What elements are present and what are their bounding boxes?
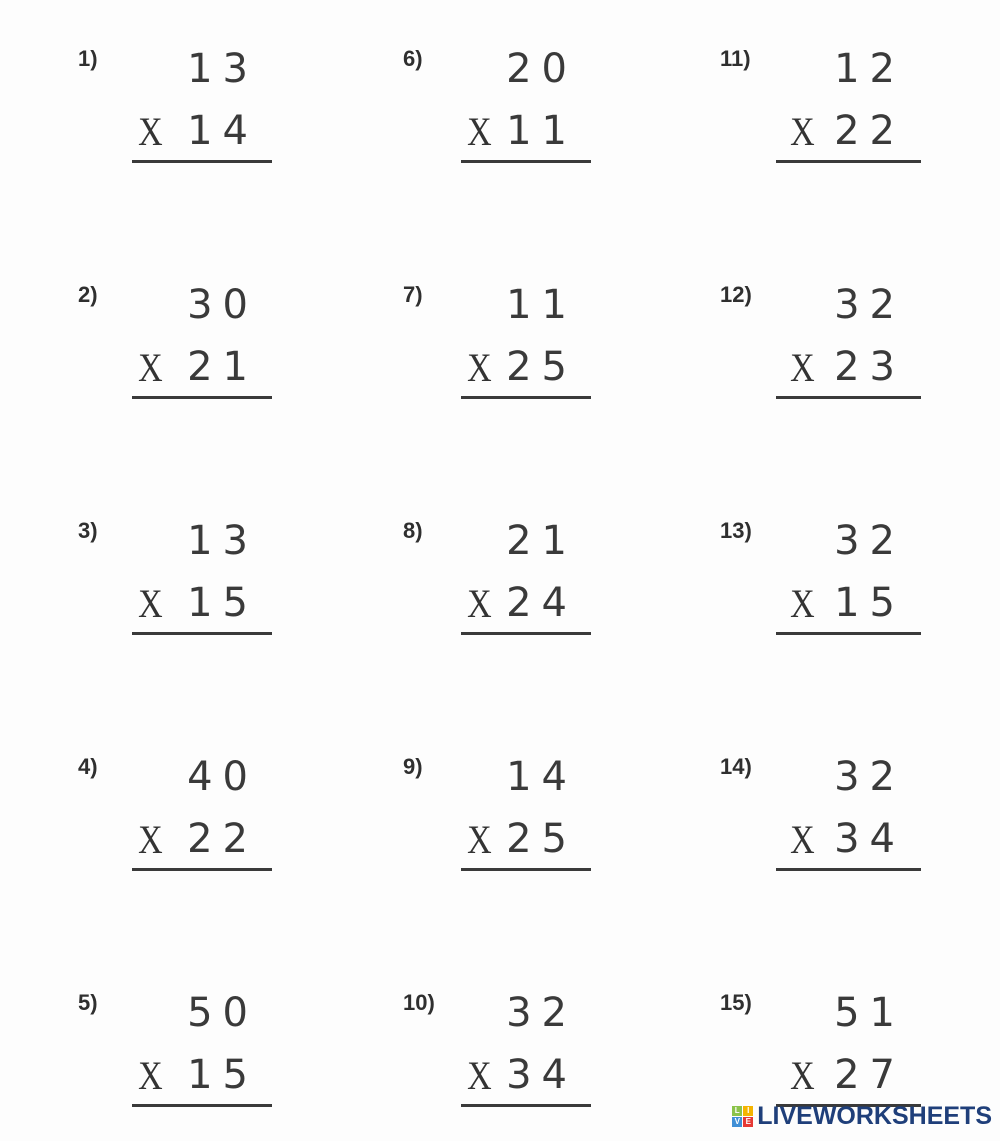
answer-line bbox=[776, 396, 921, 399]
multiplier: 11 bbox=[506, 108, 577, 154]
answer-line bbox=[461, 160, 591, 163]
multiply-sign: X bbox=[138, 581, 163, 626]
problem-11 bbox=[712, 44, 942, 174]
multiplier: 27 bbox=[834, 1052, 905, 1098]
multiplicand: 11 bbox=[506, 282, 577, 328]
multiplier: 34 bbox=[506, 1052, 577, 1098]
multiplicand: 51 bbox=[834, 990, 905, 1036]
answer-line bbox=[461, 868, 591, 871]
multiply-sign: X bbox=[467, 817, 492, 862]
answer-line bbox=[132, 160, 272, 163]
problem-number: 12) bbox=[720, 282, 752, 307]
multiplicand: 21 bbox=[506, 518, 577, 564]
answer-line bbox=[776, 160, 921, 163]
multiply-sign: X bbox=[790, 581, 815, 626]
problem-1 bbox=[70, 44, 300, 174]
multiply-sign: X bbox=[467, 581, 492, 626]
multiply-sign: X bbox=[138, 1053, 163, 1098]
multiplicand: 32 bbox=[506, 990, 577, 1036]
multiply-sign: X bbox=[790, 345, 815, 390]
answer-line bbox=[132, 868, 272, 871]
problem-15 bbox=[712, 988, 942, 1118]
problem-number: 9) bbox=[403, 754, 423, 779]
problem-9 bbox=[395, 752, 625, 882]
problem-number: 7) bbox=[403, 282, 423, 307]
problem-2 bbox=[70, 280, 300, 410]
liveworksheets-logo bbox=[732, 1102, 992, 1131]
problem-7 bbox=[395, 280, 625, 410]
problem-number: 13) bbox=[720, 518, 752, 543]
multiplier: 14 bbox=[187, 108, 258, 154]
multiplicand: 32 bbox=[834, 282, 905, 328]
multiply-sign: X bbox=[138, 345, 163, 390]
problem-4 bbox=[70, 752, 300, 882]
problem-10 bbox=[395, 988, 625, 1118]
problem-number: 15) bbox=[720, 990, 752, 1015]
answer-line bbox=[776, 632, 921, 635]
answer-line bbox=[461, 396, 591, 399]
multiply-sign: X bbox=[467, 345, 492, 390]
multiplicand: 32 bbox=[834, 518, 905, 564]
logo-block: L bbox=[732, 1106, 742, 1116]
problem-3 bbox=[70, 516, 300, 646]
answer-line bbox=[132, 1104, 272, 1107]
problem-number: 8) bbox=[403, 518, 423, 543]
problem-number: 5) bbox=[78, 990, 98, 1015]
multiply-sign: X bbox=[138, 817, 163, 862]
multiplicand: 12 bbox=[834, 46, 905, 92]
multiply-sign: X bbox=[467, 1053, 492, 1098]
multiply-sign: X bbox=[467, 109, 492, 154]
problem-number: 1) bbox=[78, 46, 98, 71]
multiplier: 22 bbox=[187, 816, 258, 862]
problem-12 bbox=[712, 280, 942, 410]
answer-line bbox=[776, 868, 921, 871]
multiplier: 15 bbox=[834, 580, 905, 626]
logo-block: I bbox=[743, 1106, 753, 1116]
answer-line bbox=[461, 1104, 591, 1107]
multiply-sign: X bbox=[790, 1053, 815, 1098]
answer-line bbox=[132, 632, 272, 635]
multiplicand: 14 bbox=[506, 754, 577, 800]
problem-6 bbox=[395, 44, 625, 174]
problem-number: 6) bbox=[403, 46, 423, 71]
answer-line bbox=[461, 632, 591, 635]
multiply-sign: X bbox=[138, 109, 163, 154]
multiplier: 21 bbox=[187, 344, 258, 390]
multiplicand: 50 bbox=[187, 990, 258, 1036]
multiplicand: 40 bbox=[187, 754, 258, 800]
multiply-sign: X bbox=[790, 109, 815, 154]
multiplier: 22 bbox=[834, 108, 905, 154]
problem-number: 4) bbox=[78, 754, 98, 779]
problem-8 bbox=[395, 516, 625, 646]
problem-14 bbox=[712, 752, 942, 882]
problem-5 bbox=[70, 988, 300, 1118]
logo-block: V bbox=[732, 1117, 742, 1127]
multiplier: 23 bbox=[834, 344, 905, 390]
answer-line bbox=[132, 396, 272, 399]
multiplicand: 20 bbox=[506, 46, 577, 92]
problem-number: 10) bbox=[403, 990, 435, 1015]
problem-13 bbox=[712, 516, 942, 646]
multiplicand: 13 bbox=[187, 518, 258, 564]
multiplicand: 30 bbox=[187, 282, 258, 328]
multiplier: 15 bbox=[187, 1052, 258, 1098]
problem-number: 2) bbox=[78, 282, 98, 307]
multiplier: 34 bbox=[834, 816, 905, 862]
multiplier: 24 bbox=[506, 580, 577, 626]
multiplicand: 13 bbox=[187, 46, 258, 92]
multiplicand: 32 bbox=[834, 754, 905, 800]
logo-block: E bbox=[743, 1117, 753, 1127]
multiplier: 25 bbox=[506, 816, 577, 862]
problem-number: 11) bbox=[720, 46, 751, 71]
multiplier: 25 bbox=[506, 344, 577, 390]
problem-number: 14) bbox=[720, 754, 752, 779]
logo-text: LIVEWORKSHEETS bbox=[757, 1102, 992, 1130]
logo-blocks-icon bbox=[732, 1106, 753, 1127]
problem-number: 3) bbox=[78, 518, 98, 543]
multiplier: 15 bbox=[187, 580, 258, 626]
multiply-sign: X bbox=[790, 817, 815, 862]
